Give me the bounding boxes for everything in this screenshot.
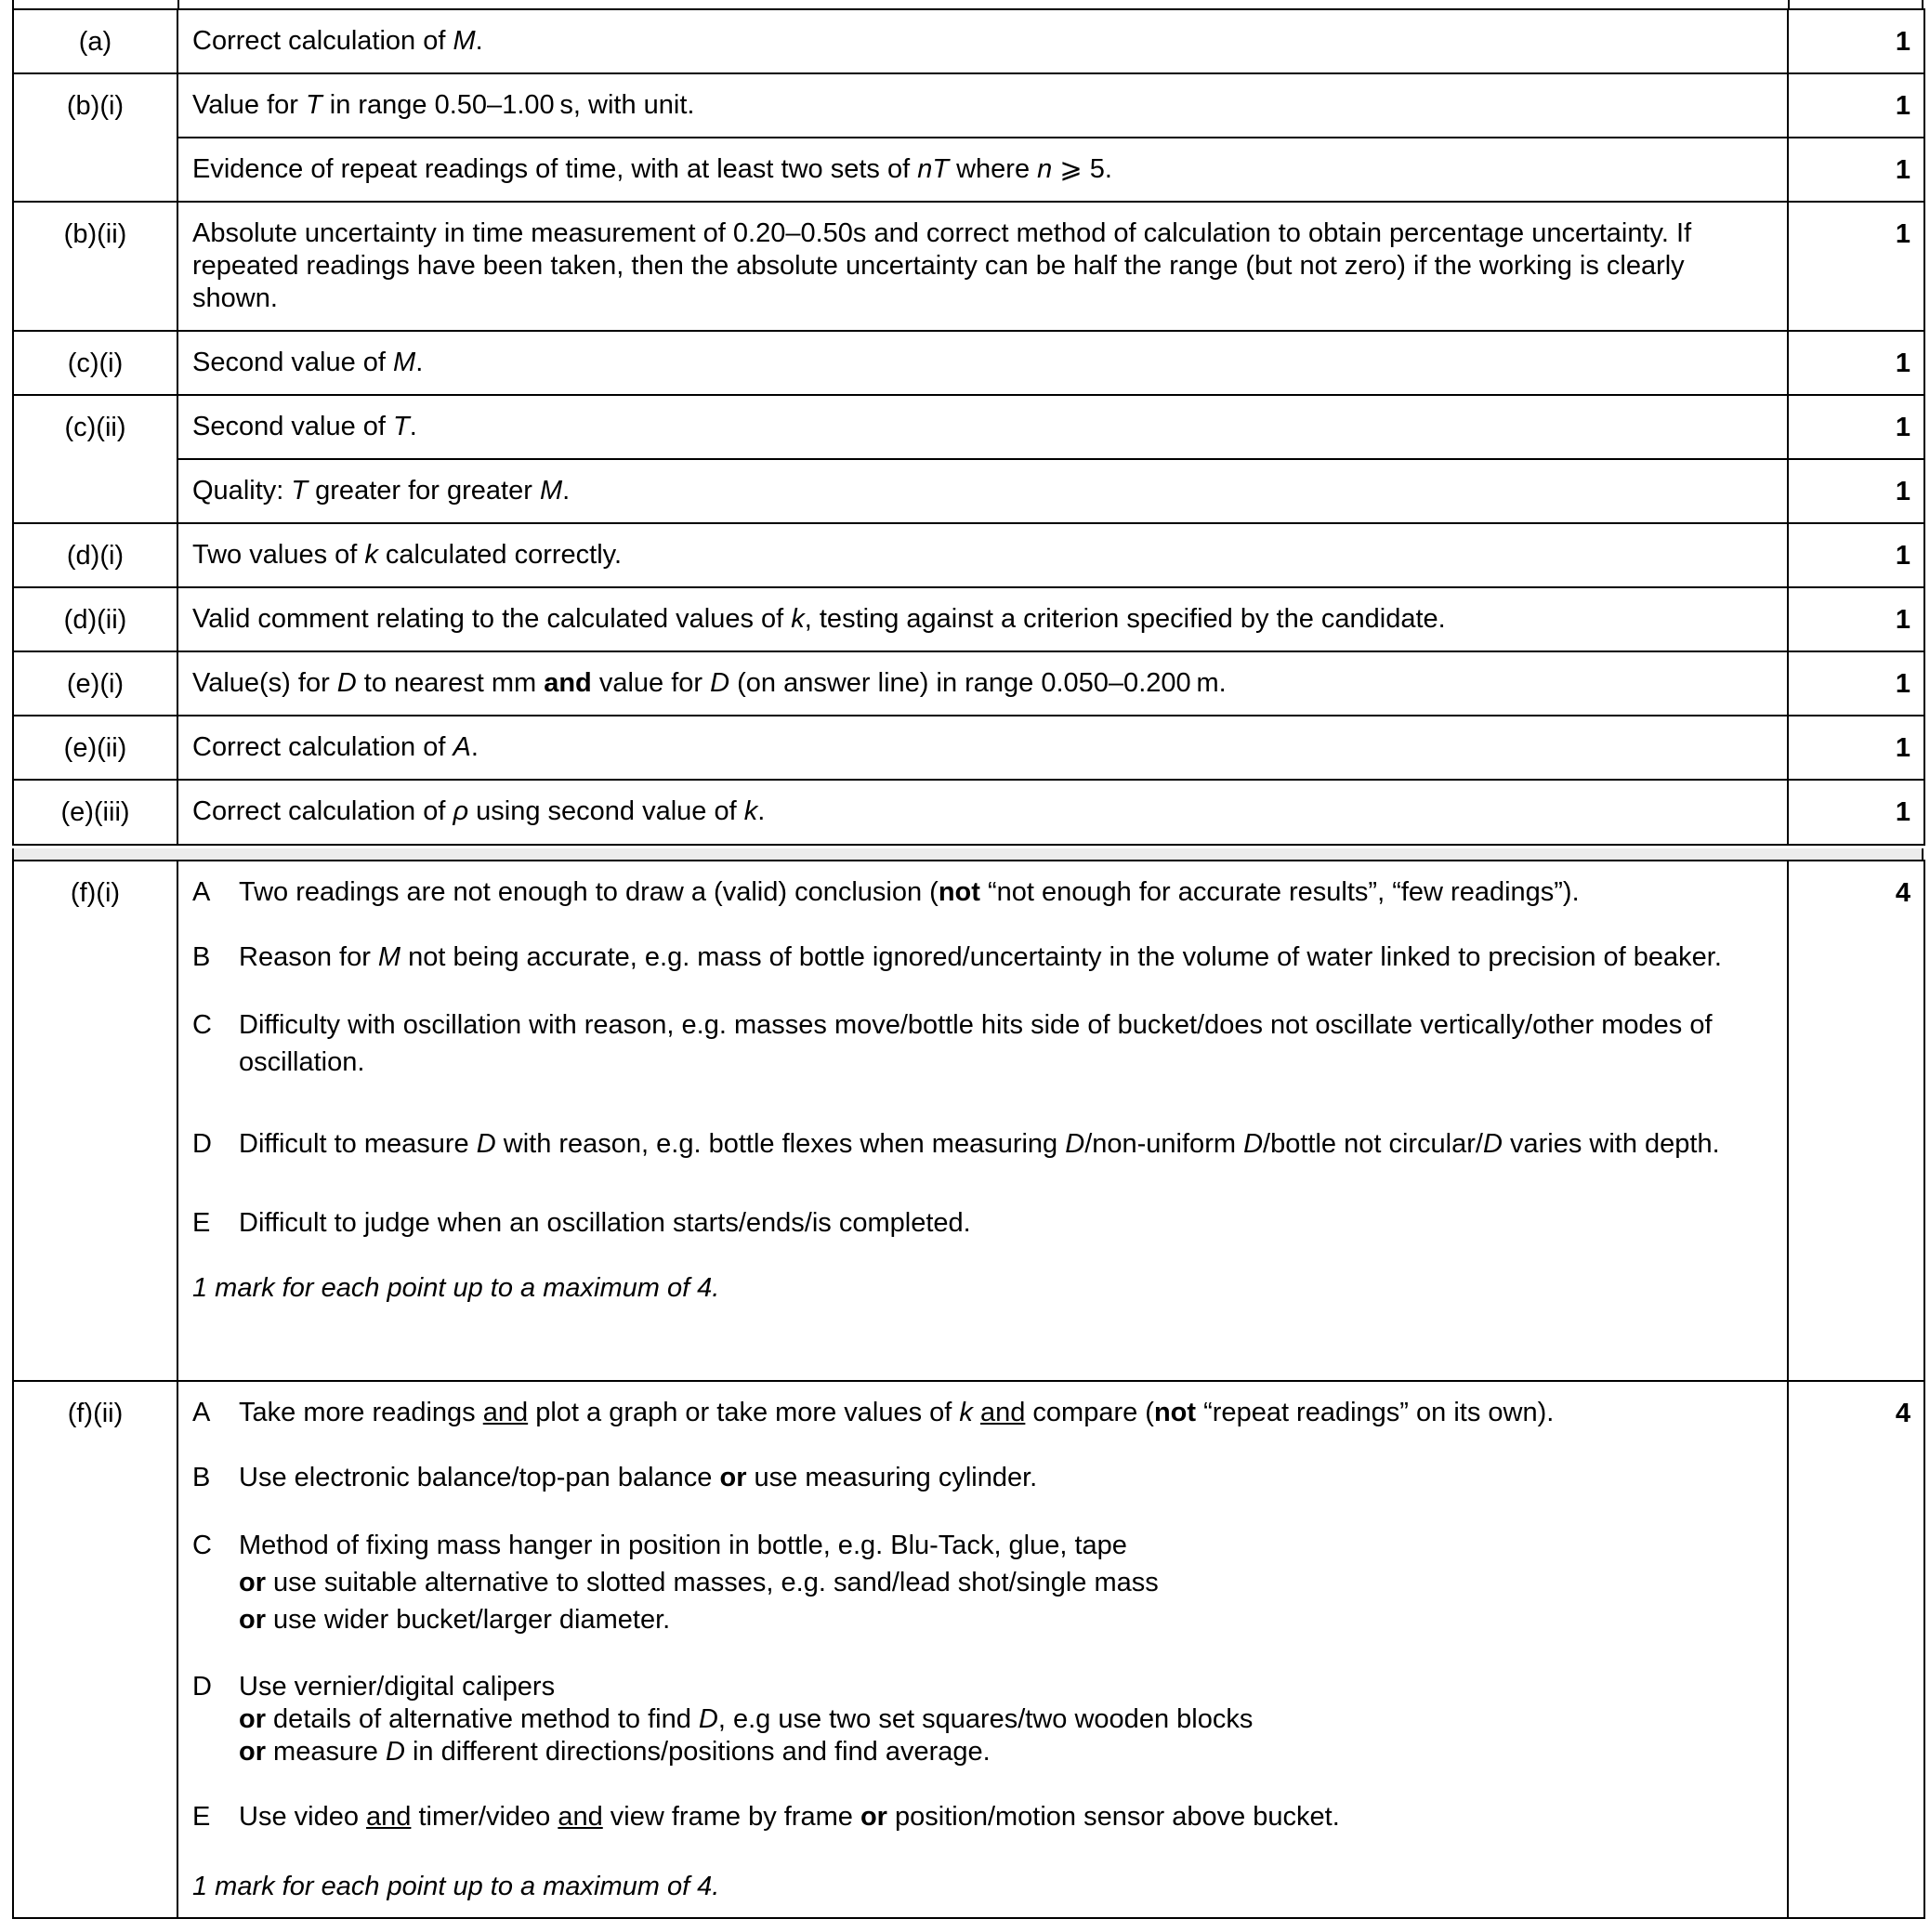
mark-scheme-table-1 <box>12 8 1925 846</box>
point-c: C Difficulty with oscillation with reason, e.g. masses move/bottle hits side of bucket/does not oscillate vertically/other modes of oscillation. <box>192 1010 1713 1077</box>
answer-cell: Second value of M. <box>177 331 1788 395</box>
answer-cell: Correct calculation of A. <box>177 716 1788 780</box>
table-row <box>13 138 1924 202</box>
table-row <box>13 202 1924 331</box>
table-row <box>13 651 1924 716</box>
table-row <box>13 716 1924 780</box>
mark-cell: 1 <box>1788 9 1924 73</box>
mark-scheme-table-2 <box>12 860 1925 1919</box>
answer-cell: Correct calculation of ρ using second value of k. <box>177 780 1788 845</box>
question-cell: (a) <box>13 9 177 73</box>
answer-cell: Absolute uncertainty in time measurement of 0.20–0.50s and correct method of calculation to obtain percentage uncertainty. If repeated readings have been taken, then the absolute uncertainty can be half the range (but not zero) if the working is clearly shown. <box>177 202 1788 331</box>
answer-cell: Quality: T greater for greater M. <box>177 459 1788 523</box>
mark-cell: 1 <box>1788 138 1924 202</box>
question-cell: (f)(i) <box>13 861 177 1381</box>
answer-cell: Correct calculation of M. <box>177 9 1788 73</box>
point-b: B Use electronic balance/top-pan balance or use measuring cylinder. <box>192 1463 1038 1492</box>
answer-cell: Evidence of repeat readings of time, with at least two sets of nT where n ⩾ 5. <box>177 138 1788 202</box>
table-row <box>13 861 1924 1381</box>
table-row <box>13 780 1924 845</box>
mark-cell: 1 <box>1788 331 1924 395</box>
table-row <box>13 587 1924 651</box>
question-cell: (c)(ii) <box>13 395 177 523</box>
answer-cell: Value for T in range 0.50–1.00 s, with unit. <box>177 73 1788 138</box>
answer-cell <box>177 861 1788 1381</box>
question-cell: (c)(i) <box>13 331 177 395</box>
question-cell: (d)(ii) <box>13 587 177 651</box>
mark-cell: 1 <box>1788 587 1924 651</box>
answer-cell <box>177 1381 1788 1918</box>
mark-cell: 4 <box>1788 1381 1924 1918</box>
point-e: E Difficult to judge when an oscillation starts/ends/is completed. <box>192 1208 971 1238</box>
marking-note: 1 mark for each point up to a maximum of 4. <box>192 1872 720 1901</box>
answer-cell: Value(s) for D to nearest mm and value for D (on answer line) in range 0.050–0.200 m. <box>177 651 1788 716</box>
mark-cell: 1 <box>1788 395 1924 459</box>
answer-cell: Second value of T. <box>177 395 1788 459</box>
table-row <box>13 73 1924 138</box>
answer-cell: Valid comment relating to the calculated values of k, testing against a criterion specified by the candidate. <box>177 587 1788 651</box>
point-b: B Reason for M not being accurate, e.g. mass of bottle ignored/uncertainty in the volume of water linked to precision of beaker. <box>192 942 1722 972</box>
answer-cell: Two values of k calculated correctly. <box>177 523 1788 587</box>
question-cell: (d)(i) <box>13 523 177 587</box>
marking-note: 1 mark for each point up to a maximum of 4. <box>192 1273 720 1303</box>
point-c: C Method of fixing mass hanger in position in bottle, e.g. Blu-Tack, glue, tape or use suitable alternative to slotted masses, e.g. sand/lead shot/single mass or use wider bucket/larger diameter. <box>192 1531 1159 1635</box>
mark-cell: 1 <box>1788 780 1924 845</box>
point-a: A Two readings are not enough to draw a (valid) conclusion (not “not enough for accurate results”, “few readings”). <box>192 877 1580 907</box>
mark-cell: 1 <box>1788 651 1924 716</box>
table-row <box>13 331 1924 395</box>
question-cell: (b)(ii) <box>13 202 177 331</box>
question-cell: (e)(iii) <box>13 780 177 845</box>
mark-cell: 4 <box>1788 861 1924 1381</box>
table-row <box>13 523 1924 587</box>
question-cell: (e)(ii) <box>13 716 177 780</box>
mark-cell: 1 <box>1788 459 1924 523</box>
question-cell: (f)(ii) <box>13 1381 177 1918</box>
table-row <box>13 459 1924 523</box>
mark-cell: 1 <box>1788 202 1924 331</box>
mark-cell: 1 <box>1788 73 1924 138</box>
table-row <box>13 9 1924 73</box>
table-row <box>13 395 1924 459</box>
mark-cell: 1 <box>1788 523 1924 587</box>
question-cell: (b)(i) <box>13 73 177 202</box>
point-d: D Use vernier/digital calipers or details of alternative method to find D, e.g use two set squares/two wooden blocks or measure D in different directions/positions and find average. <box>192 1672 1254 1767</box>
point-a: A Take more readings and plot a graph or take more values of k and compare (not “repeat readings” on its own). <box>192 1398 1555 1427</box>
question-cell: (e)(i) <box>13 651 177 716</box>
point-d: D Difficult to measure D with reason, e.g. bottle flexes when measuring D/non-uniform D/bottle not circular/D varies with depth. <box>192 1129 1720 1159</box>
table-row <box>13 1381 1924 1918</box>
mark-cell: 1 <box>1788 716 1924 780</box>
point-e: E Use video and timer/video and view frame by frame or position/motion sensor above bucket. <box>192 1802 1340 1832</box>
